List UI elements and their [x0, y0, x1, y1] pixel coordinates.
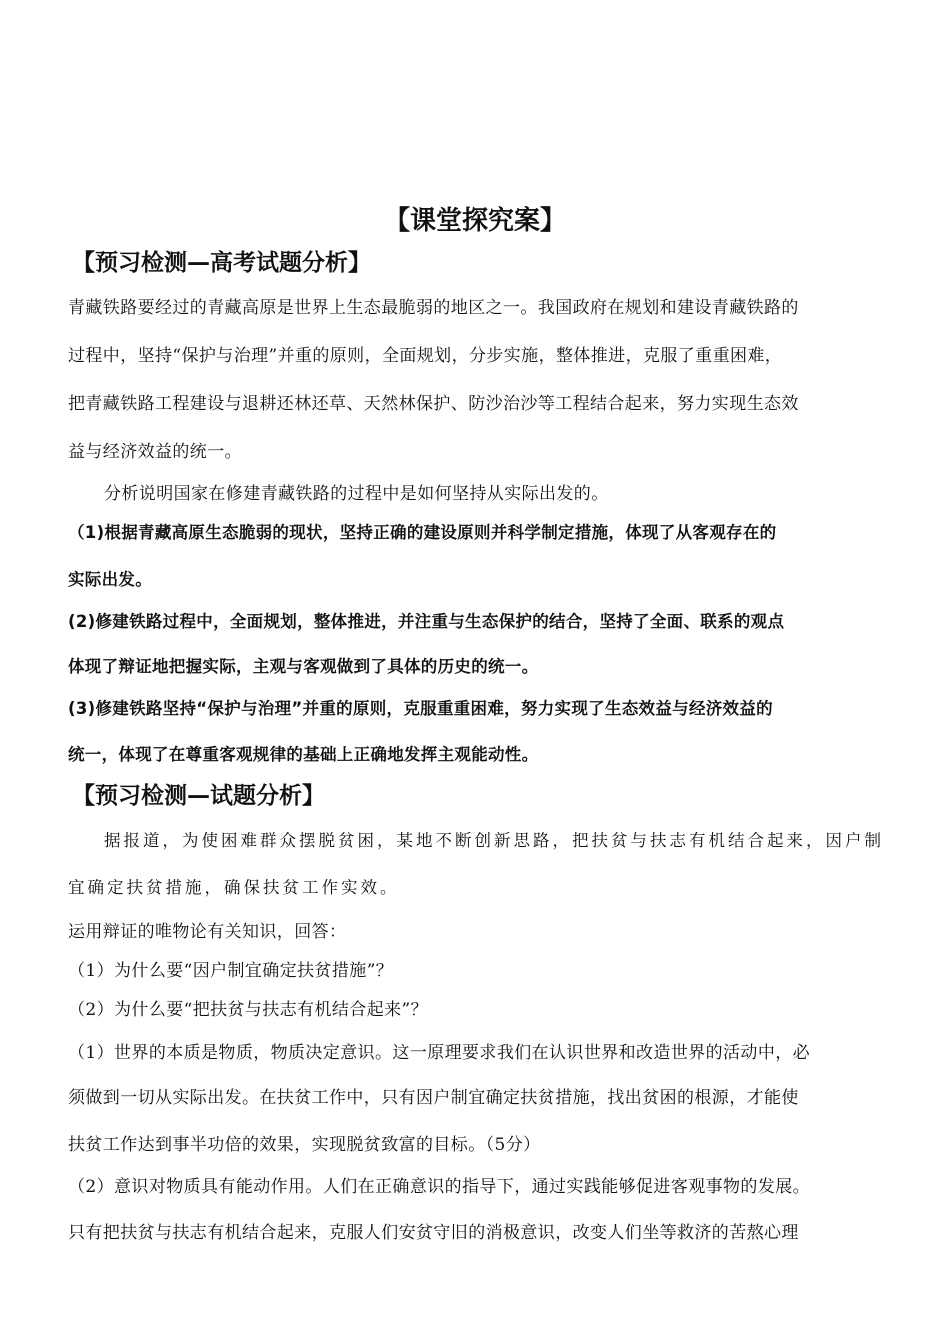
section1-para-line: 青藏铁路要经过的青藏高原是世界上生态最脆弱的地区之一。我国政府在规划和建设青藏铁路的: [68, 298, 799, 318]
section2-prompt: 运用辩证的唯物论有关知识，回答：: [68, 922, 347, 942]
section2-answer-line: 扶贫工作达到事半功倍的效果，实现脱贫致富的目标。（5分）: [68, 1135, 541, 1155]
section2-question: （1）为什么要“因户制宜确定扶贫措施”？: [68, 961, 394, 981]
section2-question: （2）为什么要“把扶贫与扶志有机结合起来”？: [68, 1000, 428, 1020]
section1-answer-line: (2)修建铁路过程中，全面规划，整体推进，并注重与生态保护的结合，坚持了全面、联系的观点: [68, 612, 785, 631]
section2-answer-line: 只有把扶贫与扶志有机结合起来，克服人们安贫守旧的消极意识，改变人们坐等救济的苦熬心理: [68, 1223, 799, 1243]
section1-para-line: 把青藏铁路工程建设与退耕还林还草、天然林保护、防沙治沙等工程结合起来，努力实现生态效: [68, 394, 799, 414]
section1-question: 分析说明国家在修建青藏铁路的过程中是如何坚持从实际出发的。: [104, 484, 609, 504]
section1-answer-line: （1)根据青藏高原生态脆弱的现状，坚持正确的建设原则并科学制定措施，体现了从客观存在的: [68, 523, 777, 542]
page-title: 【课堂探究案】: [383, 206, 566, 236]
section2-answer-line: （2）意识对物质具有能动作用。人们在正确意识的指导下，通过实践能够促进客观事物的发展。: [68, 1177, 811, 1197]
section2-answer-line: 须做到一切从实际出发。在扶贫工作中，只有因户制宜确定扶贫措施，找出贫困的根源，才能使: [68, 1088, 799, 1108]
section1-answer-line: 统一，体现了在尊重客观规律的基础上正确地发挥主观能动性。: [68, 745, 539, 764]
section1-para-line: 过程中，坚持“保护与治理”并重的原则，全面规划，分步实施，整体推进，克服了重重困难，: [68, 346, 783, 366]
section1-heading: 【预习检测—高考试题分析】: [72, 250, 371, 276]
section2-heading: 【预习检测—试题分析】: [72, 783, 325, 809]
section2-para-line: 据报道，为使困难群众摆脱贫困，某地不断创新思路，把扶贫与扶志有机结合起来，因户制: [104, 831, 884, 850]
section2-answer-line: （1）世界的本质是物质，物质决定意识。这一原理要求我们在认识世界和改造世界的活动中，必: [68, 1043, 811, 1063]
section1-para-line: 益与经济效益的统一。: [68, 442, 242, 462]
section1-answer-line: 体现了辩证地把握实际，主观与客观做到了具体的历史的统一。: [68, 657, 539, 676]
section1-answer-line: (3)修建铁路坚持“保护与治理”并重的原则，克服重重困难，努力实现了生态效益与经济效益的: [68, 699, 773, 718]
section1-answer-line: 实际出发。: [68, 570, 152, 589]
section2-para-line: 宜确定扶贫措施，确保扶贫工作实效。: [68, 878, 400, 897]
